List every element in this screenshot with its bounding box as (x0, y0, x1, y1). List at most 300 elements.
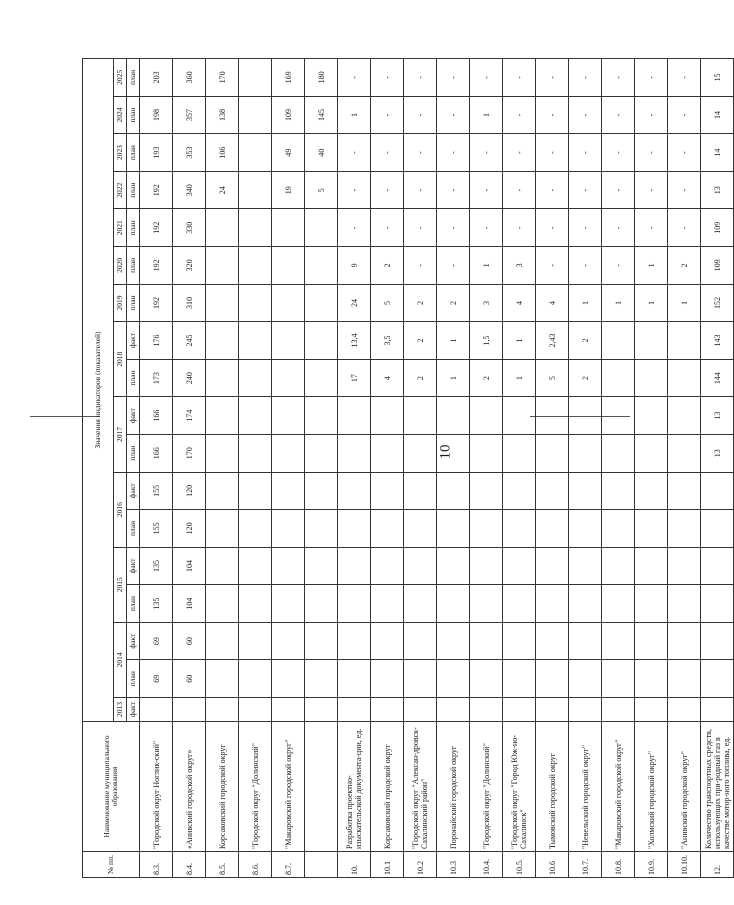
col-header-name: Наименование муниципального образования (83, 722, 140, 852)
year-header: 2022 (114, 171, 127, 209)
value-cell (635, 622, 668, 660)
value-cell (668, 434, 701, 472)
row-number: 8.7. (272, 852, 305, 878)
value-cell (305, 434, 338, 472)
value-cell: 1,5 (470, 322, 503, 360)
value-cell: - (668, 59, 701, 97)
value-cell (371, 698, 404, 722)
row-number: 10.8. (602, 852, 635, 878)
value-cell (536, 472, 569, 510)
value-cell (470, 434, 503, 472)
value-cell (569, 434, 602, 472)
value-cell (503, 698, 536, 722)
table-row (371, 59, 404, 878)
value-cell: 120 (173, 510, 206, 548)
col-header-indicators: Значения индикаторов (показателей) (83, 59, 114, 722)
value-cell (602, 434, 635, 472)
value-cell (338, 585, 371, 623)
row-number: 10.3 (437, 852, 470, 878)
value-cell (404, 585, 437, 623)
value-cell (668, 660, 701, 698)
value-cell (668, 322, 701, 360)
value-cell (239, 134, 272, 172)
indicator-table (82, 58, 734, 878)
value-cell (437, 510, 470, 548)
value-cell (536, 660, 569, 698)
value-cell: - (404, 247, 437, 285)
value-cell: 5 (305, 171, 338, 209)
value-cell (239, 397, 272, 435)
value-cell (635, 585, 668, 623)
value-cell (635, 322, 668, 360)
year-header: 2015 (114, 547, 127, 622)
value-cell (602, 547, 635, 585)
value-cell (371, 397, 404, 435)
value-cell: 340 (173, 171, 206, 209)
value-cell: 1 (437, 322, 470, 360)
value-cell: - (602, 171, 635, 209)
value-cell (305, 660, 338, 698)
row-name: "Городской округ Ноглик-ский" (140, 722, 173, 852)
value-cell (668, 698, 701, 722)
value-cell: 1 (635, 247, 668, 285)
value-cell: 2 (404, 322, 437, 360)
value-cell (239, 171, 272, 209)
value-cell (569, 660, 602, 698)
value-cell (635, 698, 668, 722)
row-name: Корсаковский городской округ (371, 722, 404, 852)
value-cell: 2 (569, 359, 602, 397)
value-cell: 2 (404, 359, 437, 397)
value-cell: 198 (140, 96, 173, 134)
value-cell (503, 660, 536, 698)
table-row (503, 59, 536, 878)
table-row (173, 59, 206, 878)
row-number: 12. (701, 852, 734, 878)
plan-header: план (127, 510, 140, 548)
value-cell: 166 (140, 434, 173, 472)
value-cell (206, 585, 239, 623)
row-number: 10.1 (371, 852, 404, 878)
value-cell: - (338, 171, 371, 209)
value-cell: 1 (602, 284, 635, 322)
value-cell (470, 622, 503, 660)
table-row (536, 59, 569, 878)
value-cell: 155 (140, 510, 173, 548)
value-cell (239, 547, 272, 585)
value-cell (404, 434, 437, 472)
value-cell (635, 434, 668, 472)
value-cell (437, 397, 470, 435)
value-cell (437, 547, 470, 585)
value-cell (569, 585, 602, 623)
value-cell: - (437, 59, 470, 97)
value-cell: - (437, 209, 470, 247)
value-cell (272, 547, 305, 585)
value-cell (239, 472, 272, 510)
value-cell: 60 (173, 622, 206, 660)
plan-header: план (127, 585, 140, 623)
value-cell (404, 660, 437, 698)
value-cell (272, 359, 305, 397)
value-cell (206, 322, 239, 360)
value-cell: 1 (668, 284, 701, 322)
value-cell (602, 698, 635, 722)
fact-header: факт (127, 397, 140, 435)
value-cell (272, 660, 305, 698)
value-cell: - (635, 59, 668, 97)
value-cell: - (536, 247, 569, 285)
year-header: 2025 (114, 59, 127, 97)
value-cell (503, 547, 536, 585)
value-cell (305, 284, 338, 322)
value-cell: 192 (140, 247, 173, 285)
value-cell: 104 (173, 585, 206, 623)
indicator-table-wrapper (82, 58, 731, 878)
value-cell: 1 (437, 359, 470, 397)
value-cell: 192 (140, 171, 173, 209)
value-cell: 192 (140, 209, 173, 247)
value-cell: - (371, 96, 404, 134)
value-cell: - (635, 209, 668, 247)
value-cell (437, 434, 470, 472)
value-cell (668, 585, 701, 623)
year-header: 2024 (114, 96, 127, 134)
value-cell (569, 510, 602, 548)
row-name: "Невельский городской округ" (569, 722, 602, 852)
value-cell: 320 (173, 247, 206, 285)
value-cell: 145 (305, 96, 338, 134)
value-cell (437, 698, 470, 722)
value-cell (470, 472, 503, 510)
value-cell: 104 (173, 547, 206, 585)
value-cell (305, 622, 338, 660)
value-cell (701, 472, 734, 510)
row-number: 10.9. (635, 852, 668, 878)
row-number: 8.6. (239, 852, 272, 878)
value-cell: 109 (701, 247, 734, 285)
value-cell (701, 585, 734, 623)
value-cell (173, 698, 206, 722)
value-cell (272, 472, 305, 510)
value-cell (371, 472, 404, 510)
value-cell (305, 209, 338, 247)
value-cell (206, 247, 239, 285)
value-cell (338, 698, 371, 722)
value-cell: 2 (470, 359, 503, 397)
value-cell: - (404, 59, 437, 97)
table-row (305, 59, 338, 878)
plan-header: план (127, 171, 140, 209)
value-cell: - (503, 96, 536, 134)
value-cell (569, 547, 602, 585)
value-cell: - (503, 171, 536, 209)
value-cell (635, 660, 668, 698)
value-cell: - (602, 209, 635, 247)
value-cell: - (569, 59, 602, 97)
value-cell: - (569, 171, 602, 209)
value-cell: - (602, 247, 635, 285)
value-cell (371, 434, 404, 472)
value-cell (239, 585, 272, 623)
value-cell: - (536, 96, 569, 134)
year-header: 2021 (114, 209, 127, 247)
value-cell: 17 (338, 359, 371, 397)
value-cell: 180 (305, 59, 338, 97)
table-row (140, 59, 173, 878)
value-cell: - (371, 171, 404, 209)
value-cell: - (602, 96, 635, 134)
value-cell (668, 510, 701, 548)
value-cell (371, 585, 404, 623)
value-cell: 1 (470, 247, 503, 285)
value-cell: 245 (173, 322, 206, 360)
row-number: 8.5. (206, 852, 239, 878)
value-cell (536, 510, 569, 548)
row-number: 8.3. (140, 852, 173, 878)
value-cell (272, 247, 305, 285)
value-cell (371, 510, 404, 548)
table-row (437, 59, 470, 878)
table-row (470, 59, 503, 878)
row-number: 10.4. (470, 852, 503, 878)
value-cell: - (569, 96, 602, 134)
value-cell: - (437, 247, 470, 285)
value-cell (338, 622, 371, 660)
value-cell (305, 510, 338, 548)
value-cell (338, 660, 371, 698)
value-cell: 2 (404, 284, 437, 322)
value-cell: - (404, 134, 437, 172)
value-cell (569, 472, 602, 510)
value-cell (305, 472, 338, 510)
value-cell (503, 397, 536, 435)
value-cell (272, 585, 305, 623)
fact-header: факт (127, 698, 140, 722)
value-cell: 169 (272, 59, 305, 97)
value-cell: 353 (173, 134, 206, 172)
value-cell: - (668, 96, 701, 134)
year-header: 2013 (114, 698, 127, 722)
value-cell: - (437, 96, 470, 134)
value-cell: 2,43 (536, 322, 569, 360)
value-cell (305, 698, 338, 722)
table-row (701, 59, 734, 878)
value-cell (536, 547, 569, 585)
value-cell (338, 547, 371, 585)
value-cell: - (470, 171, 503, 209)
value-cell: 152 (701, 284, 734, 322)
row-name: Поронайский городской округ (437, 722, 470, 852)
value-cell: - (536, 134, 569, 172)
value-cell (668, 397, 701, 435)
value-cell: - (470, 209, 503, 247)
value-cell: - (602, 59, 635, 97)
value-cell (470, 585, 503, 623)
value-cell (404, 472, 437, 510)
row-number (305, 852, 338, 878)
value-cell: - (569, 209, 602, 247)
value-cell (305, 247, 338, 285)
value-cell (569, 698, 602, 722)
plan-header: план (127, 96, 140, 134)
value-cell: - (536, 59, 569, 97)
value-cell: 15 (701, 59, 734, 97)
row-number: 8.4. (173, 852, 206, 878)
value-cell: 40 (305, 134, 338, 172)
value-cell: 1 (338, 96, 371, 134)
value-cell (602, 322, 635, 360)
value-cell (602, 660, 635, 698)
value-cell (470, 698, 503, 722)
plan-header: план (127, 284, 140, 322)
value-cell (239, 622, 272, 660)
row-number: 10.2 (404, 852, 437, 878)
year-header: 2017 (114, 397, 127, 472)
row-name: Корсаковский городской округ (206, 722, 239, 852)
value-cell (701, 547, 734, 585)
value-cell: - (536, 209, 569, 247)
value-cell (272, 397, 305, 435)
value-cell: - (503, 209, 536, 247)
value-cell (437, 622, 470, 660)
value-cell (668, 472, 701, 510)
value-cell (404, 698, 437, 722)
value-cell: - (437, 171, 470, 209)
value-cell (404, 510, 437, 548)
value-cell (536, 434, 569, 472)
value-cell: 9 (338, 247, 371, 285)
plan-header: план (127, 434, 140, 472)
value-cell (602, 510, 635, 548)
value-cell: - (635, 171, 668, 209)
value-cell: 13,4 (338, 322, 371, 360)
value-cell (602, 585, 635, 623)
value-cell: 2 (569, 322, 602, 360)
value-cell (437, 472, 470, 510)
plan-header: план (127, 247, 140, 285)
year-header: 2023 (114, 134, 127, 172)
row-name: "Городской округ "Долинский" (239, 722, 272, 852)
value-cell: - (338, 59, 371, 97)
value-cell (239, 359, 272, 397)
year-header: 2018 (114, 322, 127, 397)
value-cell: - (371, 59, 404, 97)
value-cell (437, 585, 470, 623)
plan-header: план (127, 660, 140, 698)
value-cell: 193 (140, 134, 173, 172)
value-cell (635, 397, 668, 435)
value-cell: 240 (173, 359, 206, 397)
row-name: "Макаровский городской округ" (602, 722, 635, 852)
value-cell: 1 (569, 284, 602, 322)
value-cell: 14 (701, 134, 734, 172)
value-cell (668, 359, 701, 397)
page-number: 10 (437, 444, 454, 460)
value-cell: - (635, 134, 668, 172)
value-cell: 13 (701, 171, 734, 209)
value-cell: - (635, 96, 668, 134)
value-cell (305, 585, 338, 623)
plan-header: план (127, 209, 140, 247)
value-cell (338, 397, 371, 435)
value-cell (701, 510, 734, 548)
value-cell: 135 (140, 547, 173, 585)
value-cell (371, 547, 404, 585)
value-cell: 203 (140, 59, 173, 97)
table-row (404, 59, 437, 878)
value-cell (338, 510, 371, 548)
value-cell (338, 434, 371, 472)
value-cell (206, 284, 239, 322)
value-cell: - (668, 171, 701, 209)
value-cell (272, 209, 305, 247)
value-cell: 69 (140, 622, 173, 660)
table-row (272, 59, 305, 878)
value-cell: - (569, 247, 602, 285)
value-cell: 5 (371, 284, 404, 322)
table-row (338, 59, 371, 878)
value-cell (239, 434, 272, 472)
value-cell (404, 622, 437, 660)
value-cell (536, 585, 569, 623)
value-cell (503, 472, 536, 510)
value-cell: 1 (470, 96, 503, 134)
value-cell: 3 (470, 284, 503, 322)
value-cell: 1 (503, 359, 536, 397)
value-cell (140, 698, 173, 722)
year-header: 2016 (114, 472, 127, 547)
row-name: «Анивский городской округ» (173, 722, 206, 852)
value-cell: 13 (701, 397, 734, 435)
value-cell (602, 359, 635, 397)
value-cell: - (404, 171, 437, 209)
value-cell (239, 284, 272, 322)
value-cell: 2 (668, 247, 701, 285)
plan-header: план (127, 134, 140, 172)
table-header (83, 59, 140, 878)
value-cell: 13 (701, 434, 734, 472)
row-name: "Макаровский городской округ" (272, 722, 305, 852)
value-cell: - (668, 209, 701, 247)
table-row (635, 59, 668, 878)
value-cell (206, 622, 239, 660)
row-name: "Холмский городской округ" (635, 722, 668, 852)
value-cell (338, 472, 371, 510)
fact-header: факт (127, 547, 140, 585)
value-cell (272, 622, 305, 660)
value-cell: 1 (503, 322, 536, 360)
value-cell (305, 397, 338, 435)
row-name: "Городской округ "Город Юж-но-Сахалинск" (503, 722, 536, 852)
value-cell (668, 622, 701, 660)
value-cell: 109 (701, 209, 734, 247)
table-row (668, 59, 701, 878)
year-header: 2019 (114, 284, 127, 322)
value-cell: - (371, 134, 404, 172)
value-cell: - (536, 171, 569, 209)
value-cell: 5 (536, 359, 569, 397)
value-cell: 14 (701, 96, 734, 134)
value-cell: 144 (701, 359, 734, 397)
value-cell: 174 (173, 397, 206, 435)
value-cell: 24 (206, 171, 239, 209)
value-cell (272, 510, 305, 548)
value-cell (206, 434, 239, 472)
value-cell (305, 547, 338, 585)
value-cell (305, 359, 338, 397)
value-cell (503, 622, 536, 660)
